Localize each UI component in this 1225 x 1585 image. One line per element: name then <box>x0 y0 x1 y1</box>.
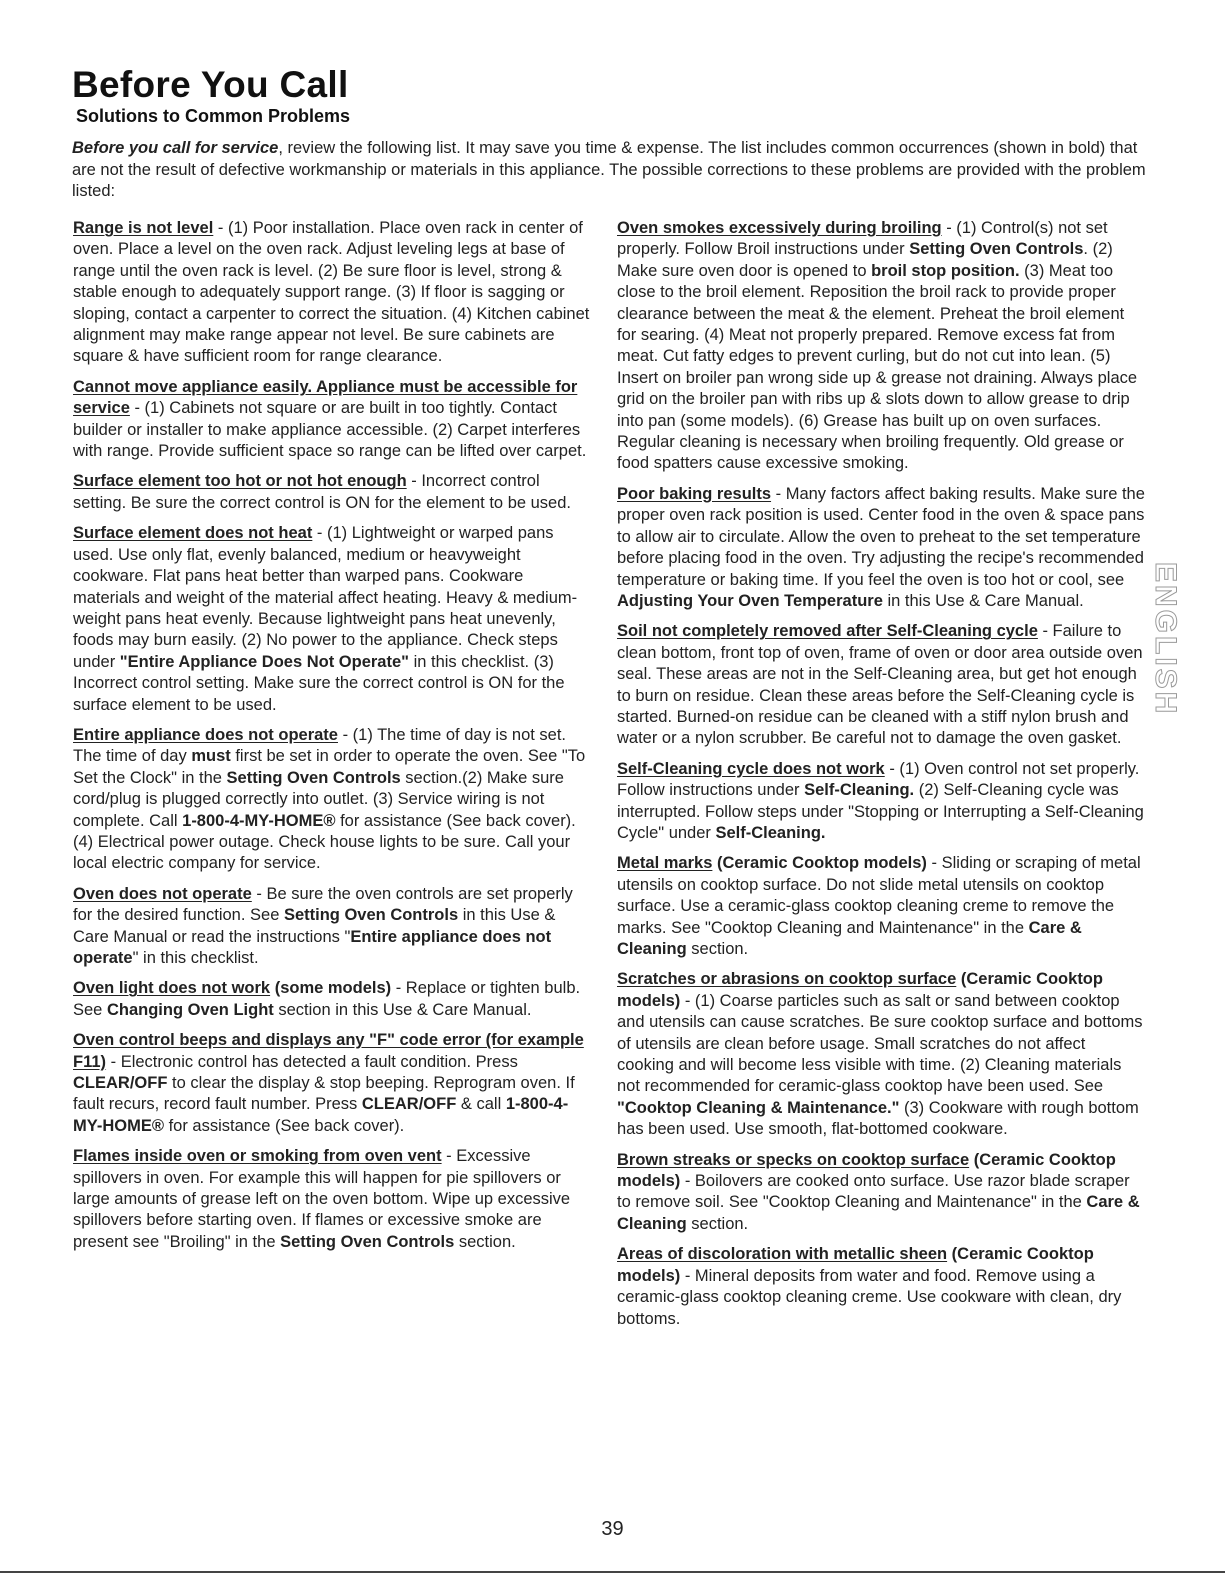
solution-text: for assistance (See back cover). <box>164 1116 405 1135</box>
problem-heading-qualifier: (Ceramic Cooktop models) <box>712 854 927 873</box>
solution-text: (3) Meat too close to the broil element. Reposition the broil rack to provide proper clearance between the meat & the element. Preheat the broil element for searing. (4) Meat not properly prepared. Remove excess fat from meat. Cut fatty edges to prevent curling, but do not cut into lean. (5) Insert on broiler pan wrong side up & grease not draining. Always place grid on the broiler pan with ribs up & slots down to allow grease to drip into pan (some models). (6) Grease has built up on oven surfaces. Regular cleaning is necessary when broiling frequently. Old grease or food spatters cause excessive smoking. <box>617 261 1138 473</box>
troubleshooting-entry <box>617 1150 1145 1236</box>
emphasis-text: Setting Oven Controls <box>909 240 1084 259</box>
problem-heading: Surface element does not heat <box>73 524 313 543</box>
solution-text: - Excessive spillovers in oven. For example this will happen for pie spillovers or large amounts of grease left on the oven bottom. Wipe up excessive spillovers before starting oven. If flames or excessive smoke are present see "Broiling" in the <box>73 1147 571 1251</box>
intro-lead: Before you call for service <box>72 139 279 157</box>
solution-text: - Failure to clean bottom, front top of oven, frame of oven or door area outside oven seal. These areas are not in the Self-Cleaning area, but get hot enough to burn on residue. Clean these areas before the Self-Cleaning cycle is started. Burned-on residue can be cleaned with a stiff nylon brush and water or a nylon scrubber. Be careful not to damage the oven gasket. <box>617 622 1143 748</box>
problem-heading-qualifier: (Ceramic Cooktop models) <box>617 1150 1116 1191</box>
emphasis-text: Setting Oven Controls <box>280 1232 455 1251</box>
emphasis-text: 1-800-4-MY-HOME® <box>73 1095 569 1135</box>
emphasis-text: "Entire Appliance Does Not Operate" <box>119 652 409 671</box>
solution-text: - (1) Oven control not set properly. Follow instructions under <box>617 759 1140 800</box>
problem-heading: Soil not completely removed after Self-Cleaning cycle <box>617 622 1038 641</box>
emphasis-text: Self-Cleaning. <box>715 823 826 842</box>
troubleshooting-entry <box>73 978 593 1021</box>
solution-text: first be set in order to operate the oven. See "To Set the Clock" in the <box>73 747 586 787</box>
problem-heading-qualifier: (some models) <box>270 979 392 998</box>
solution-text: & call <box>456 1095 506 1114</box>
emphasis-text: Setting Oven Controls <box>226 768 401 787</box>
problem-heading: Oven does not operate <box>73 884 252 903</box>
problem-heading: Oven smokes excessively during broiling <box>617 219 942 237</box>
emphasis-text: 1-800-4-MY-HOME® <box>182 811 336 830</box>
troubleshooting-entry <box>73 218 593 368</box>
solution-text: " in this checklist. <box>132 949 259 967</box>
problem-heading: Oven light does not work <box>73 979 271 998</box>
solution-text: - Replace or tighten bulb. See <box>73 979 581 1019</box>
emphasis-text: must <box>191 747 231 766</box>
troubleshooting-entry <box>617 969 1145 1140</box>
emphasis-text: Changing Oven Light <box>106 1000 274 1019</box>
solution-text: in this checklist. (3) Incorrect control setting. Make sure the correct control is ON for the surface element to be used. <box>73 652 565 714</box>
problem-heading: Surface element too hot or not hot enough <box>73 472 407 491</box>
problem-heading: Metal marks <box>617 854 713 873</box>
emphasis-text: Entire appliance does not operate <box>73 927 552 967</box>
troubleshooting-entry <box>73 725 593 875</box>
problem-heading: Areas of discoloration with metallic sheen <box>617 1245 948 1264</box>
solution-text: - Be sure the oven controls are set properly for the desired function. See <box>73 884 573 925</box>
problem-heading-qualifier: (Ceramic Cooktop models) <box>617 1245 1094 1285</box>
solution-text: section. <box>686 1214 749 1233</box>
left-column <box>73 218 593 1262</box>
solution-text: - Many factors affect baking results. Make sure the proper oven rack position is used. Center food in the oven & space pans to allow air to circulate. Allow the oven to preheat to the set temperature before placing food in the oven. Try adjusting the recipe's recommended temperature or baking time. If you feel the oven is too hot or cool, see <box>617 484 1145 589</box>
problem-heading: Entire appliance does not operate <box>73 725 338 744</box>
right-column <box>617 218 1145 1339</box>
solution-text: - Electronic control has detected a fault condition. Press <box>106 1052 518 1071</box>
problem-heading: Poor baking results <box>617 484 772 503</box>
problem-heading: Oven control beeps and displays any "F" code error (for example F11) <box>73 1031 584 1071</box>
troubleshooting-entry <box>73 884 593 970</box>
emphasis-text: broil stop position. <box>871 261 1020 280</box>
emphasis-text: Care & Cleaning <box>617 918 1082 958</box>
solution-text: - (1) Poor installation. Place oven rack in center of oven. Place a level on the oven rack. Adjust leveling legs at base of range until the oven rack is level. (2) Be sure floor is level, strong & stable enough to adequately support range. (3) If floor is sagging or sloping, contact a carpenter to correct the situation. (4) Kitchen cabinet alignment may make range appear not level. Be sure cabinets are square & have sufficient room for range clearance. <box>73 219 590 366</box>
solution-text: in this Use & Care Manual. <box>882 591 1084 610</box>
intro-text: , review the following list. It may save you time & expense. The list includes common occurrences (shown in bold) that are not the result of defective workmanship or materials in this appliance. The possible corrections to these problems are provided with the problem listed: <box>72 139 1146 200</box>
problem-heading: Scratches or abrasions on cooktop surface <box>617 970 957 989</box>
problem-heading: Self-Cleaning cycle does not work <box>617 759 885 778</box>
emphasis-text: Care & Cleaning <box>617 1193 1140 1233</box>
problem-heading: Cannot move appliance easily. Appliance must be accessible for service <box>73 377 578 418</box>
solution-text: - Sliding or scraping of metal utensils on cooktop surface. Do not slide metal utensils on cooktop surface. Use a ceramic-glass cooktop cleaning creme to remove the marks. See "Cooktop Cleaning and Maintenance" in the <box>617 854 1141 937</box>
emphasis-text: CLEAR/OFF <box>73 1074 168 1093</box>
solution-text: section. <box>454 1232 516 1251</box>
solution-text: - Boilovers are cooked onto surface. Use razor blade scraper to remove soil. See "Cooktop Cleaning and Maintenance" in the <box>617 1172 1130 1212</box>
troubleshooting-entry <box>73 523 593 716</box>
emphasis-text: "Cooktop Cleaning & Maintenance." <box>617 1098 900 1117</box>
solution-text: for assistance (See back cover). (4) Electrical power outage. Check house lights to be sure. Call your local electric company for service. <box>73 811 576 873</box>
troubleshooting-entry <box>617 1244 1145 1330</box>
problem-heading: Range is not level <box>73 219 214 237</box>
bottom-rule <box>0 1571 1225 1573</box>
page-subtitle: Solutions to Common Problems <box>76 106 351 126</box>
troubleshooting-entry <box>617 484 1145 612</box>
troubleshooting-entry <box>73 1030 593 1137</box>
solution-text: - Mineral deposits from water and food. Remove using a ceramic-glass cooktop cleaning creme. Use cookware with clean, dry bottoms. <box>617 1266 1122 1328</box>
emphasis-text: Adjusting Your Oven Temperature <box>617 591 883 610</box>
solution-text: - (1) The time of day is not set. The time of day <box>73 725 567 766</box>
emphasis-text: CLEAR/OFF <box>361 1095 457 1114</box>
emphasis-text: Setting Oven Controls <box>283 906 459 925</box>
troubleshooting-entry <box>73 471 593 514</box>
language-tab: ENGLISH <box>1149 562 1182 717</box>
solution-text: - (1) Control(s) not set properly. Follow Broil instructions under <box>617 219 1108 259</box>
page-title: Before You Call <box>72 64 349 105</box>
solution-text: - Incorrect control setting. Be sure the correct control is ON for the element to be used. <box>73 472 571 512</box>
intro-paragraph <box>72 138 1147 203</box>
solution-text: section. <box>686 940 749 958</box>
troubleshooting-entry <box>617 621 1145 749</box>
problem-heading-qualifier: (Ceramic Cooktop models) <box>617 970 1103 1010</box>
solution-text: - (1) Lightweight or warped pans used. Use only flat, evenly balanced, medium or heavyweight cookware. Flat pans heat better than warped pans. Cookware materials and weight of the material affect heating. Heavy & medium-weight pans heat evenly. Because lightweight pans heat unevenly, foods may burn easily. (2) No power to the appliance. Check steps under <box>73 524 578 671</box>
problem-heading: Brown streaks or specks on cooktop surface <box>617 1150 970 1169</box>
troubleshooting-entry <box>617 218 1145 475</box>
solution-text: . (2) Make sure oven door is opened to <box>617 240 1113 280</box>
solution-text: to clear the display & stop beeping. Reprogram oven. If fault recurs, record fault number. Press <box>73 1074 575 1114</box>
troubleshooting-entry <box>617 853 1145 960</box>
page-number: 39 <box>601 1518 624 1540</box>
problem-heading: Flames inside oven or smoking from oven vent <box>73 1147 442 1166</box>
solution-text: - (1) Cabinets not square or are built in too tightly. Contact builder or installer to make appliance accessible. (2) Carpet interferes with range. Provide sufficient space so range can be lifted over carpet. <box>73 399 587 461</box>
solution-text: (3) Cookware with rough bottom has been used. Use smooth, flat-bottomed cookware. <box>617 1098 1139 1139</box>
solution-text: section in this Use & Care Manual. <box>273 1000 532 1019</box>
troubleshooting-entry <box>73 377 593 463</box>
solution-text: in this Use & Care Manual or read the instructions " <box>73 906 556 946</box>
solution-text: - (1) Coarse particles such as salt or sand between cooktop and utensils can cause scratches. Be sure cooktop surface and bottoms of utensils are clean before usage. Small scratches do not affect cooking and will become less visible with time. (2) Cleaning materials not recommended for ceramic-glass cooktop have been used. See <box>617 991 1143 1096</box>
solution-text: section.(2) Make sure cord/plug is plugged correctly into outlet. (3) Service wiring is not complete. Call <box>73 768 564 830</box>
emphasis-text: Self-Cleaning. <box>804 781 915 800</box>
troubleshooting-entry <box>617 759 1145 845</box>
solution-text: (2) Self-Cleaning cycle was interrupted. Follow steps under "Stopping or Interrupting a Self-Cleaning Cycle" under <box>617 781 1144 842</box>
troubleshooting-entry <box>73 1146 593 1253</box>
